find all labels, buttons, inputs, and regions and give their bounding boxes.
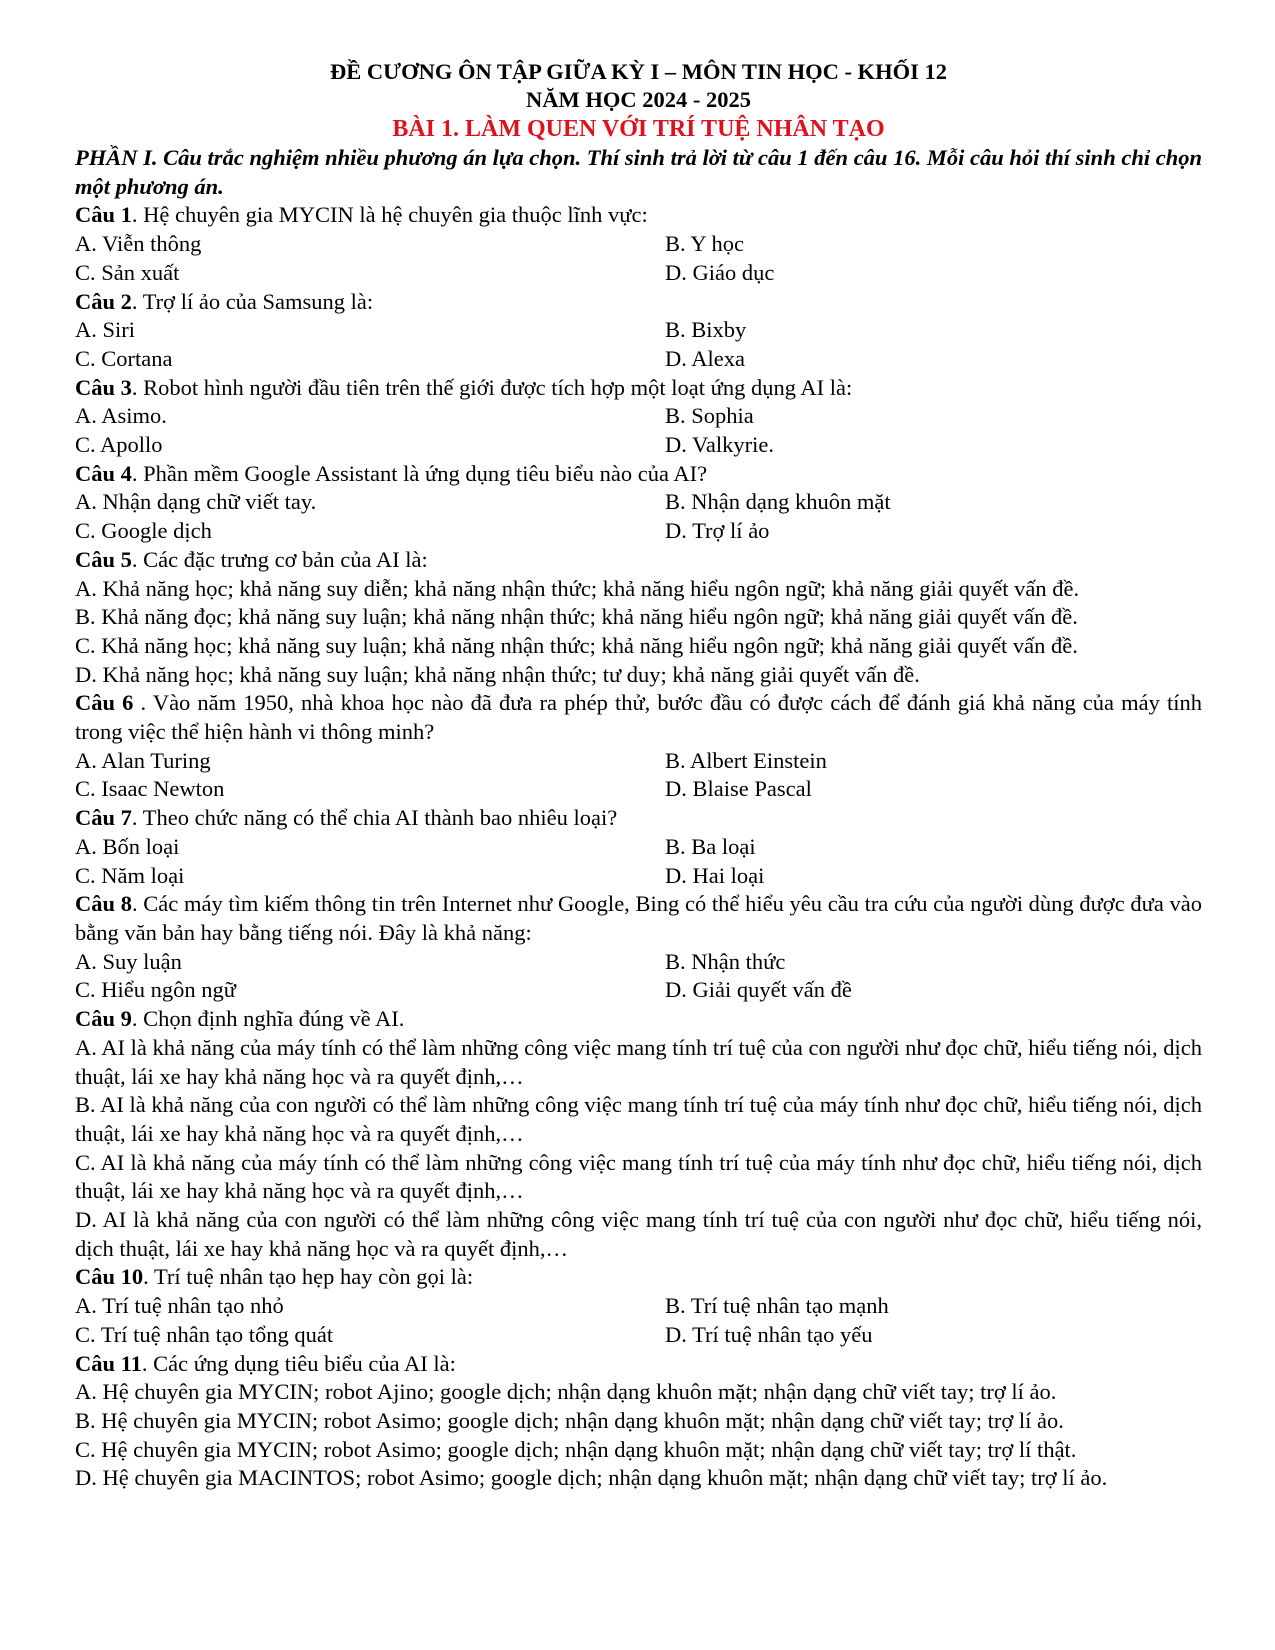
options-row [75, 517, 1202, 546]
option-b: B. Albert Einstein [665, 747, 827, 773]
options-row [75, 488, 1202, 517]
doc-title: ĐỀ CƯƠNG ÔN TẬP GIỮA KỲ I – MÔN TIN HỌC - KHỐI 12 [330, 59, 947, 84]
option-b: B. AI là khả năng của con người có thể làm những công việc mang tính trí tuệ của máy tính như đọc chữ, hiểu tiếng nói, dịch thuật, lái xe hay khả năng học và ra quyết định,… [75, 1092, 1202, 1146]
options-row [75, 431, 1202, 460]
question-text: . Robot hình người đầu tiên trên thế giới được tích hợp một loạt ứng dụng AI là: [131, 374, 853, 400]
question-label: Câu 6 [75, 690, 134, 716]
question-11 [75, 1350, 1202, 1379]
option-d: D. Alexa [665, 345, 745, 371]
option-c: C. Isaac Newton [75, 776, 225, 802]
options-row [75, 316, 1202, 345]
question-2 [75, 288, 1202, 317]
question-label: Câu 1 [75, 202, 132, 228]
option-a: A. Asimo. [75, 403, 167, 429]
option-c: C. Cortana [75, 345, 173, 371]
question-3 [75, 374, 1202, 403]
option-b: B. Ba loại [665, 833, 756, 859]
option-a: A. Suy luận [75, 948, 182, 974]
option-b: B. Hệ chuyên gia MYCIN; robot Asimo; google dịch; nhận dạng khuôn mặt; nhận dạng chữ viết tay; trợ lí ảo. [75, 1407, 1064, 1433]
question-label: Câu 3 [75, 374, 132, 400]
option-a: A. AI là khả năng của máy tính có thể làm những công việc mang tính trí tuệ của con người như đọc chữ, hiểu tiếng nói, dịch thuật, lái xe hay khả năng học và ra quyết định,… [75, 1034, 1202, 1089]
question-text: . Các máy tìm kiếm thông tin trên Internet như Google, Bing có thể hiểu yêu cầu tra cứu của người dùng được đưa vào bằng văn bản hay bằng tiếng nói. Đây là khả năng: [75, 891, 1202, 945]
options-row [75, 402, 1202, 431]
option-c: C. Khả năng học; khả năng suy luận; khả năng nhận thức; khả năng hiểu ngôn ngữ; khả năng giải quyết vấn đề. [75, 632, 1078, 658]
options-row [75, 833, 1202, 862]
option-b: B. Khả năng đọc; khả năng suy luận; khả năng nhận thức; khả năng hiểu ngôn ngữ; khả năng giải quyết vấn đề. [75, 604, 1078, 630]
option-b: B. Y học [665, 231, 744, 257]
options-row [75, 747, 1202, 776]
question-label: Câu 8 [75, 891, 132, 917]
question-text: . Vào năm 1950, nhà khoa học nào đã đưa ra phép thử, bước đầu có được cách để đánh giá khả năng của máy tính trong việc thể hiện hành vi thông minh? [75, 690, 1202, 745]
option-c: C. Trí tuệ nhân tạo tổng quát [75, 1321, 334, 1347]
question-text: . Trợ lí ảo của Samsung là: [131, 288, 374, 314]
options-row [75, 775, 1202, 804]
options-row [75, 1321, 1202, 1350]
lesson-title: BÀI 1. LÀM QUEN VỚI TRÍ TUỆ NHÂN TẠO [392, 116, 885, 142]
question-label: Câu 9 [75, 1006, 132, 1032]
option-b: B. Sophia [665, 403, 754, 429]
option-c: C. Năm loại [75, 862, 185, 888]
option-a: A. Hệ chuyên gia MYCIN; robot Ajino; google dịch; nhận dạng khuôn mặt; nhận dạng chữ viết tay; trợ lí ảo. [75, 1379, 1057, 1405]
question-6 [75, 689, 1202, 746]
question-label: Câu 11 [75, 1350, 142, 1376]
option-b: B. Nhận thức [665, 948, 786, 974]
options-row [75, 948, 1202, 977]
option-a: A. Bốn loại [75, 833, 180, 859]
options-row [75, 259, 1202, 288]
question-text: . Phần mềm Google Assistant là ứng dụng tiêu biểu nào của AI? [131, 460, 708, 486]
option-d: D. Giải quyết vấn đề [665, 977, 852, 1003]
options-row [75, 976, 1202, 1005]
option-b: B. Bixby [665, 317, 747, 343]
option-c: C. Sản xuất [75, 259, 180, 285]
question-10 [75, 1263, 1202, 1292]
option-d: D. Trí tuệ nhân tạo yếu [665, 1321, 873, 1347]
option-c: C. Hiểu ngôn ngữ [75, 977, 236, 1003]
question-1 [75, 201, 1202, 230]
question-text: . Chọn định nghĩa đúng về AI. [131, 1006, 405, 1032]
question-text: . Các đặc trưng cơ bản của AI là: [131, 546, 428, 572]
question-label: Câu 7 [75, 805, 132, 831]
question-text: . Theo chức năng có thể chia AI thành bao nhiêu loại? [131, 805, 618, 831]
option-c: C. Apollo [75, 432, 163, 458]
option-d: D. Giáo dục [665, 259, 775, 285]
option-a: A. Siri [75, 317, 136, 343]
option-b: B. Trí tuệ nhân tạo mạnh [665, 1293, 889, 1319]
option-a: A. Khả năng học; khả năng suy diễn; khả năng nhận thức; khả năng hiểu ngôn ngữ; khả năng giải quyết vấn đề. [75, 575, 1080, 601]
question-5 [75, 546, 1202, 575]
option-c: C. Google dịch [75, 518, 212, 544]
options-row [75, 862, 1202, 891]
option-a: A. Alan Turing [75, 747, 211, 773]
question-label: Câu 4 [75, 460, 132, 486]
option-a: A. Nhận dạng chữ viết tay. [75, 489, 317, 515]
question-text: . Các ứng dụng tiêu biểu của AI là: [141, 1350, 456, 1376]
option-d: D. Hai loại [665, 862, 765, 888]
option-a: A. Viễn thông [75, 231, 202, 257]
option-a: A. Trí tuệ nhân tạo nhỏ [75, 1293, 284, 1319]
question-7 [75, 804, 1202, 833]
question-8 [75, 890, 1202, 947]
options-row [75, 1292, 1202, 1321]
option-d: D. Trợ lí ảo [665, 518, 770, 544]
option-c: C. AI là khả năng của máy tính có thể làm những công việc mang tính trí tuệ của máy tính như đọc chữ, hiểu tiếng nói, dịch thuật, lái xe hay khả năng học và ra quyết định,… [75, 1149, 1202, 1204]
part-instructions: PHẦN I. Câu trắc nghiệm nhiều phương án lựa chọn. Thí sinh trả lời từ câu 1 đến câu 16. Mỗi câu hỏi thí sinh chỉ chọn một phương án. [75, 145, 1202, 199]
options-row [75, 230, 1202, 259]
question-9 [75, 1005, 1202, 1034]
question-4 [75, 460, 1202, 489]
question-label: Câu 2 [75, 288, 132, 314]
option-d: D. Khả năng học; khả năng suy luận; khả năng nhận thức; tư duy; khả năng giải quyết vấn đề. [75, 661, 920, 687]
question-label: Câu 10 [75, 1264, 144, 1290]
question-label: Câu 5 [75, 546, 132, 572]
option-d: D. Blaise Pascal [665, 776, 812, 802]
option-d: D. Valkyrie. [665, 432, 774, 458]
option-d: D. Hệ chuyên gia MACINTOS; robot Asimo; google dịch; nhận dạng khuôn mặt; nhận dạng chữ viết tay; trợ lí ảo. [75, 1465, 1108, 1491]
document-page [75, 58, 1202, 1493]
option-d: D. AI là khả năng của con người có thể làm những công việc mang tính trí tuệ của con người như đọc chữ, hiểu tiếng nói, dịch thuật, lái xe hay khả năng học và ra quyết định,… [75, 1207, 1202, 1261]
question-text: . Hệ chuyên gia MYCIN là hệ chuyên gia thuộc lĩnh vực: [131, 202, 648, 228]
question-text: . Trí tuệ nhân tạo hẹp hay còn gọi là: [143, 1264, 474, 1290]
option-c: C. Hệ chuyên gia MYCIN; robot Asimo; google dịch; nhận dạng khuôn mặt; nhận dạng chữ viết tay; trợ lí thật. [75, 1436, 1077, 1462]
option-b: B. Nhận dạng khuôn mặt [665, 489, 891, 515]
options-row [75, 345, 1202, 374]
school-year: NĂM HỌC 2024 - 2025 [526, 87, 751, 112]
